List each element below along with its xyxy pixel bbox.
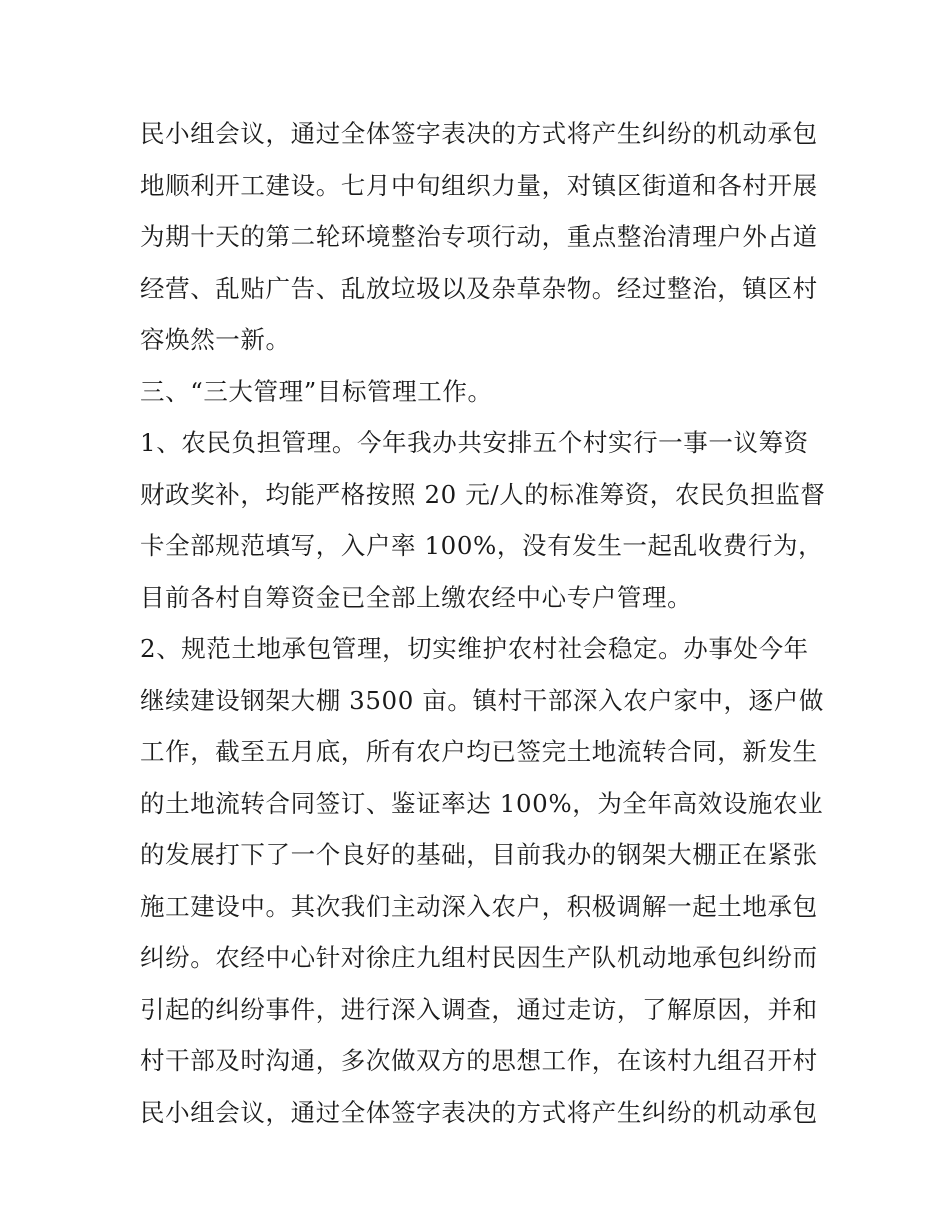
text-line: 民小组会议，通过全体签字表决的方式将产生纠纷的机动承包 xyxy=(140,1097,818,1127)
text-line: 民小组会议，通过全体签字表决的方式将产生纠纷的机动承包 xyxy=(140,119,818,148)
text-line: 财政奖补，均能严格按照 20 元/人的标准筹资，农民负担监督 xyxy=(140,479,826,509)
text-line: 为期十天的第二轮环境整治专项行动，重点整治清理户外占道 xyxy=(140,222,818,251)
body-text xyxy=(140,108,826,1138)
text-line: 工作，截至五月底，所有农户均已签完土地流转合同，新发生 xyxy=(140,737,818,766)
text-line: 卡全部规范填写，入户率 100%，没有发生一起乱收费行为， xyxy=(140,531,824,560)
text-line: 继续建设钢架大棚 3500 亩。镇村干部深入农户家中，逐户做 xyxy=(140,685,824,715)
text-line: 村干部及时沟通，多次做双方的思想工作，在该村九组召开村 xyxy=(140,1046,818,1075)
text-line: 引起的纠纷事件，进行深入调查，通过走访，了解原因，并和 xyxy=(140,994,818,1024)
section-heading: 三、“三大管理”目标管理工作。 xyxy=(140,376,493,406)
text-line: 1、农民负担管理。今年我办共安排五个村实行一事一议筹资 xyxy=(140,428,809,457)
text-line: 目前各村自筹资金已全部上缴农经中心专户管理。 xyxy=(140,582,693,612)
text-line: 容焕然一新。 xyxy=(140,325,291,354)
text-line: 纠纷。农经中心针对徐庄九组村民因生产队机动地承包纠纷而 xyxy=(140,943,818,972)
text-line: 的发展打下了一个良好的基础，目前我办的钢架大棚正在紧张 xyxy=(140,840,818,869)
text-line: 2、规范土地承包管理，切实维护农村社会稳定。办事处今年 xyxy=(140,634,809,663)
text-line: 地顺利开工建设。七月中旬组织力量，对镇区街道和各村开展 xyxy=(140,170,818,200)
text-line: 经营、乱贴广告、乱放垃圾以及杂草杂物。经过整治，镇区村 xyxy=(140,273,818,303)
text-line: 的土地流转合同签订、鉴证率达 100%，为全年高效设施农业 xyxy=(140,788,824,818)
text-line: 施工建设中。其次我们主动深入农户，积极调解一起土地承包 xyxy=(140,891,818,921)
